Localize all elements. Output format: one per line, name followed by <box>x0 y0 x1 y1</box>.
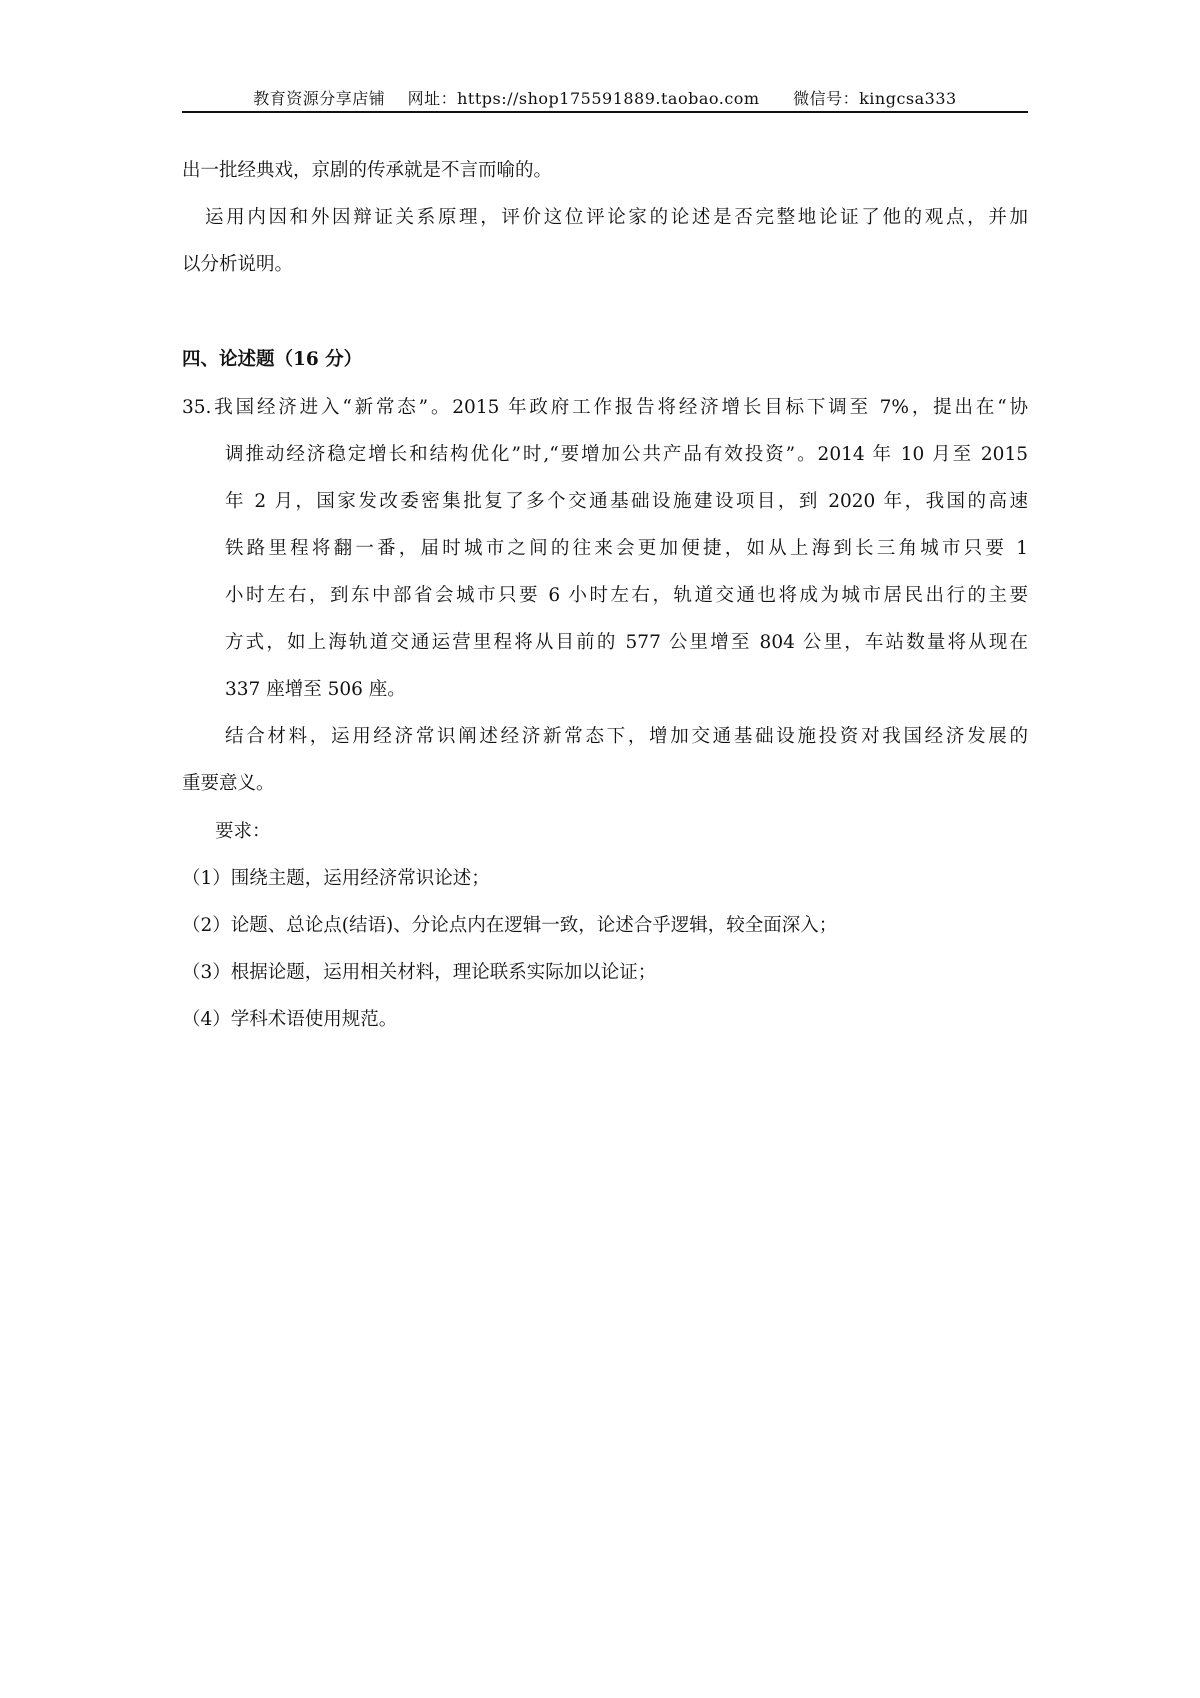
requirement-item: （2）论题、总论点(结语)、分论点内在逻辑一致，论述合乎逻辑，较全面深入； <box>182 915 838 936</box>
header-wechat: 微信号：kingcsa333 <box>793 89 957 108</box>
q35-line-1: 35.我国经济进入“新常态”。2015 年政府工作报告将经济增长目标下调至 7%，提出在“协 <box>182 397 1028 418</box>
page-header <box>182 86 1028 109</box>
header-divider <box>182 111 1028 113</box>
requirement-item: （4）学科术语使用规范。 <box>182 1009 398 1030</box>
header-shop-name: 教育资源分享店铺 <box>253 89 386 108</box>
q34-continuation: 出一批经典戏，京剧的传承就是不言而喻的。 <box>182 160 553 181</box>
q34-prompt-line-1: 运用内因和外因辩证关系原理，评价这位评论家的论述是否完整地论证了他的观点，并加 <box>205 207 1028 228</box>
q34-prompt-line-2: 以分析说明。 <box>182 254 294 275</box>
q35-line-7: 337 座增至 506 座。 <box>225 679 406 700</box>
header-website: 网址：https://shop175591889.taobao.com <box>407 89 760 108</box>
requirement-item: （3）根据论题，运用相关材料，理论联系实际加以论证； <box>182 962 657 983</box>
q35-line-2: 调推动经济稳定增长和结构优化”时,“要增加公共产品有效投资”。2014 年 10 月至 2015 <box>225 444 1028 465</box>
q35-line-3: 年 2 月，国家发改委密集批复了多个交通基础设施建设项目，到 2020 年，我国的高速 <box>225 491 1028 512</box>
q35-line-4: 铁路里程将翻一番，届时城市之间的往来会更加便捷，如从上海到长三角城市只要 1 <box>225 538 1028 559</box>
q35-task-line-2: 重要意义。 <box>182 773 275 794</box>
requirements-label: 要求： <box>215 821 271 842</box>
q35-line-5: 小时左右，到东中部省会城市只要 6 小时左右，轨道交通也将成为城市居民出行的主要 <box>225 585 1028 606</box>
requirement-item: （1）围绕主题，运用经济常识论述； <box>182 868 490 889</box>
q35-line-6: 方式，如上海轨道交通运营里程将从目前的 577 公里增至 804 公里，车站数量将从现在 <box>225 632 1028 653</box>
section-title: 四、论述题（16 分） <box>182 349 363 370</box>
q35-task-line-1: 结合材料，运用经济常识阐述经济新常态下，增加交通基础设施投资对我国经济发展的 <box>225 726 1028 747</box>
